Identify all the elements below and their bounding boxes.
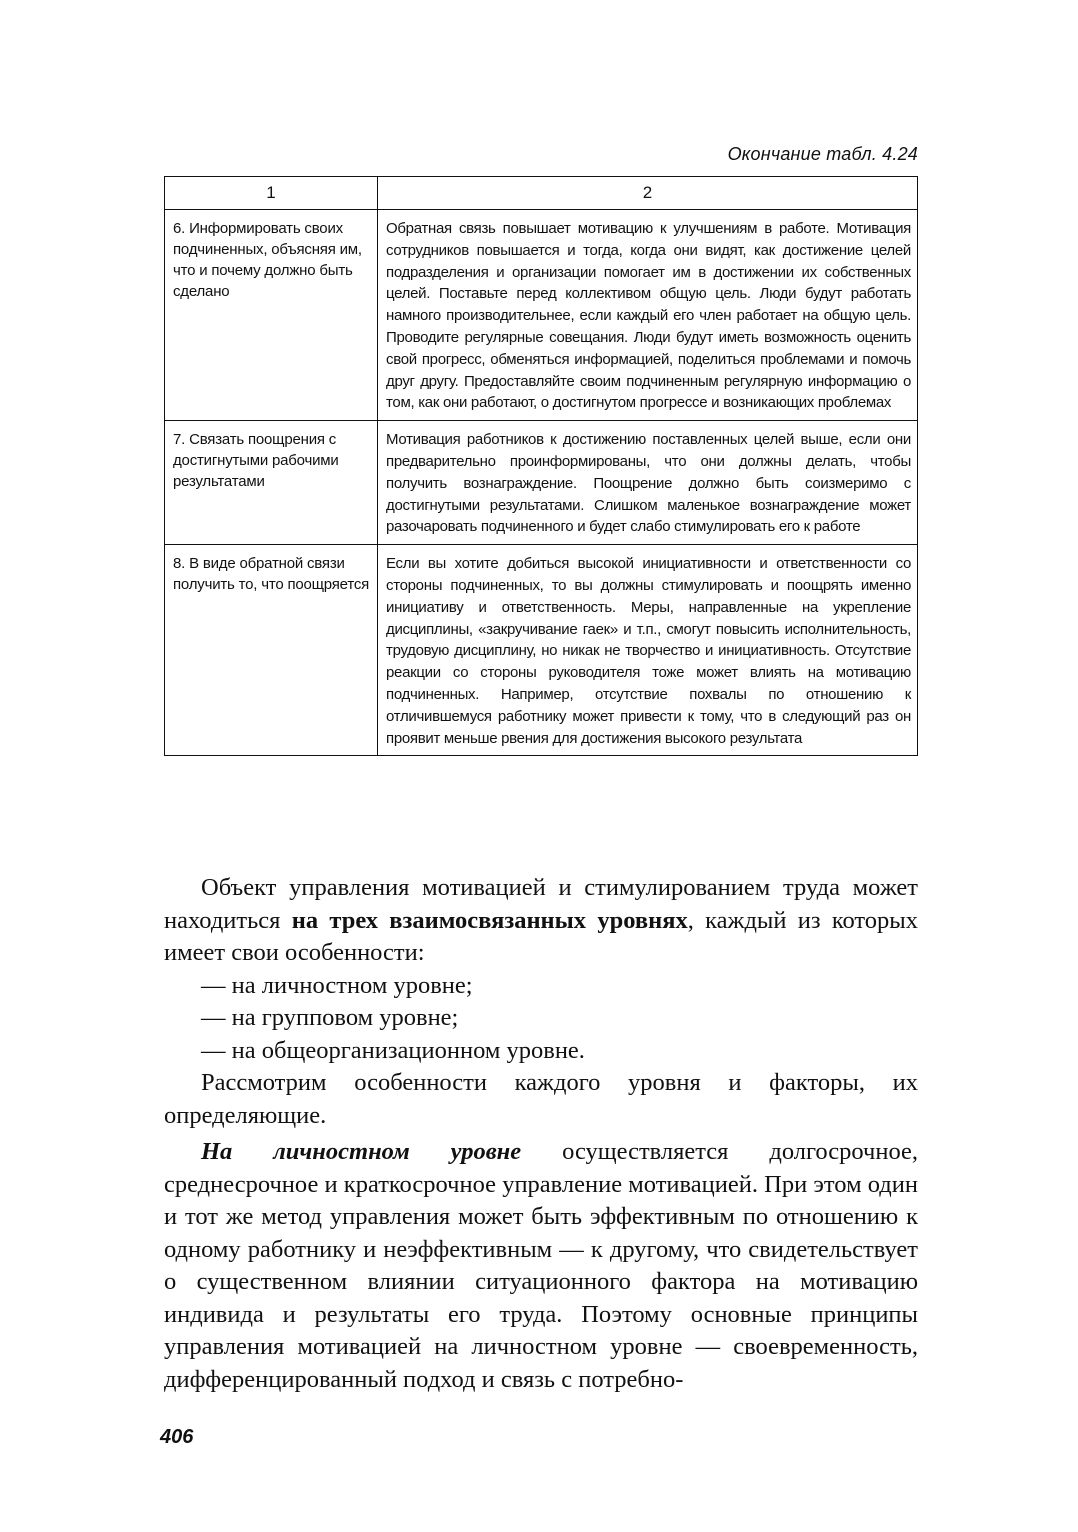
table-cell-principle: 8. В виде обратной связи получить то, что поощряется	[165, 545, 378, 756]
paragraph-factors: Рассмотрим особенности каждого уровня и факторы, их определяющие.	[164, 1069, 918, 1129]
column-header-2: 2	[378, 177, 918, 210]
table-cell-description: Обратная связь повышает мотивацию к улучшениям в работе. Мотивация сотрудников повышается и тогда, когда они видят, как достижение целей подразделения и организации помогает им в достижении их собственных целей. Поставьте перед коллективом общую цель. Люди будут работать намного производительнее, если каждый его член работает на общую цель. Проводите регулярные совещания. Люди будут иметь возможность оценить свой прогресс, обменяться информацией, поделиться проблемами и помочь друг другу. Предоставляйте своим подчиненным регулярную информацию о том, как они работают, о достигнутом прогрессе и возникающих проблемах	[378, 210, 918, 421]
list-item: — на общеорганизационном уровне.	[201, 1036, 585, 1064]
list-item: — на личностном уровне;	[201, 971, 473, 999]
table-cell-description: Мотивация работников к достижению поставленных целей выше, если они предварительно проинформированы, что они должны делать, чтобы получить вознаграждение. Поощрение должно быть соизмеримо с достигнутыми результатами. Слишком маленькое вознаграждение может разочаровать подчиненного и будет слабо стимулировать его к работе	[378, 421, 918, 545]
paragraph-text: , каждый из которых имеет свои особенности:	[164, 906, 919, 966]
paragraph-text: Объект управления мотивацией и стимулированием труда может находиться	[164, 874, 918, 934]
paragraph-text: осуществляется долгосрочное, среднесрочное и краткосрочное управление мотивацией. При этом один и тот же метод управления может быть эффективным по отношению к одному работнику и неэффективным — к другому, что свидетельствует о существенном влиянии ситуационного фактора на мотивацию индивида и результаты его труда. Поэтому основные принципы управления мотивацией на личностном уровне — своевременность, дифференцированный подход и связь с потребно-	[164, 1138, 919, 1393]
table-cell-description: Если вы хотите добиться высокой инициативности и ответственности со стороны подчиненных, то вы должны стимулировать и поощрять именно инициативу и ответственность. Меры, направленные на укрепление дисциплины, «закручивание гаек» и т.п., смогут повысить исполнительность, трудовую дисциплину, но никак не творчество и инициативность. Отсутствие реакции со стороны руководителя тоже может влиять на мотивацию подчиненных. Например, отсутствие похвалы по отношению к отличившемуся работнику может привести к тому, что в следующий раз он проявит меньше рвения для достижения высокого результата	[378, 545, 918, 756]
paragraph-personal-level	[164, 1136, 918, 1396]
table-row	[165, 421, 918, 545]
table-caption: Окончание табл. 4.24	[727, 144, 918, 164]
table-row	[165, 545, 918, 756]
table-cell-principle: 7. Связать поощрения с достигнутыми рабочими результатами	[165, 421, 378, 545]
list-item: — на групповом уровне;	[201, 1004, 459, 1031]
table-row	[165, 210, 918, 421]
column-header-1: 1	[165, 177, 378, 210]
page-number: 406	[160, 1426, 194, 1448]
paragraph-levels	[164, 872, 918, 970]
emphasis-bold-italic: На личностном уровне	[201, 1138, 522, 1165]
body-text	[164, 872, 918, 1396]
emphasis-bold: на трех взаимосвязанных уровнях	[291, 906, 688, 934]
table-header-row	[165, 177, 918, 210]
table-cell-principle: 6. Информировать своих подчиненных, объясняя им, что и почему должно быть сделано	[165, 210, 378, 421]
motivation-table	[164, 176, 918, 756]
